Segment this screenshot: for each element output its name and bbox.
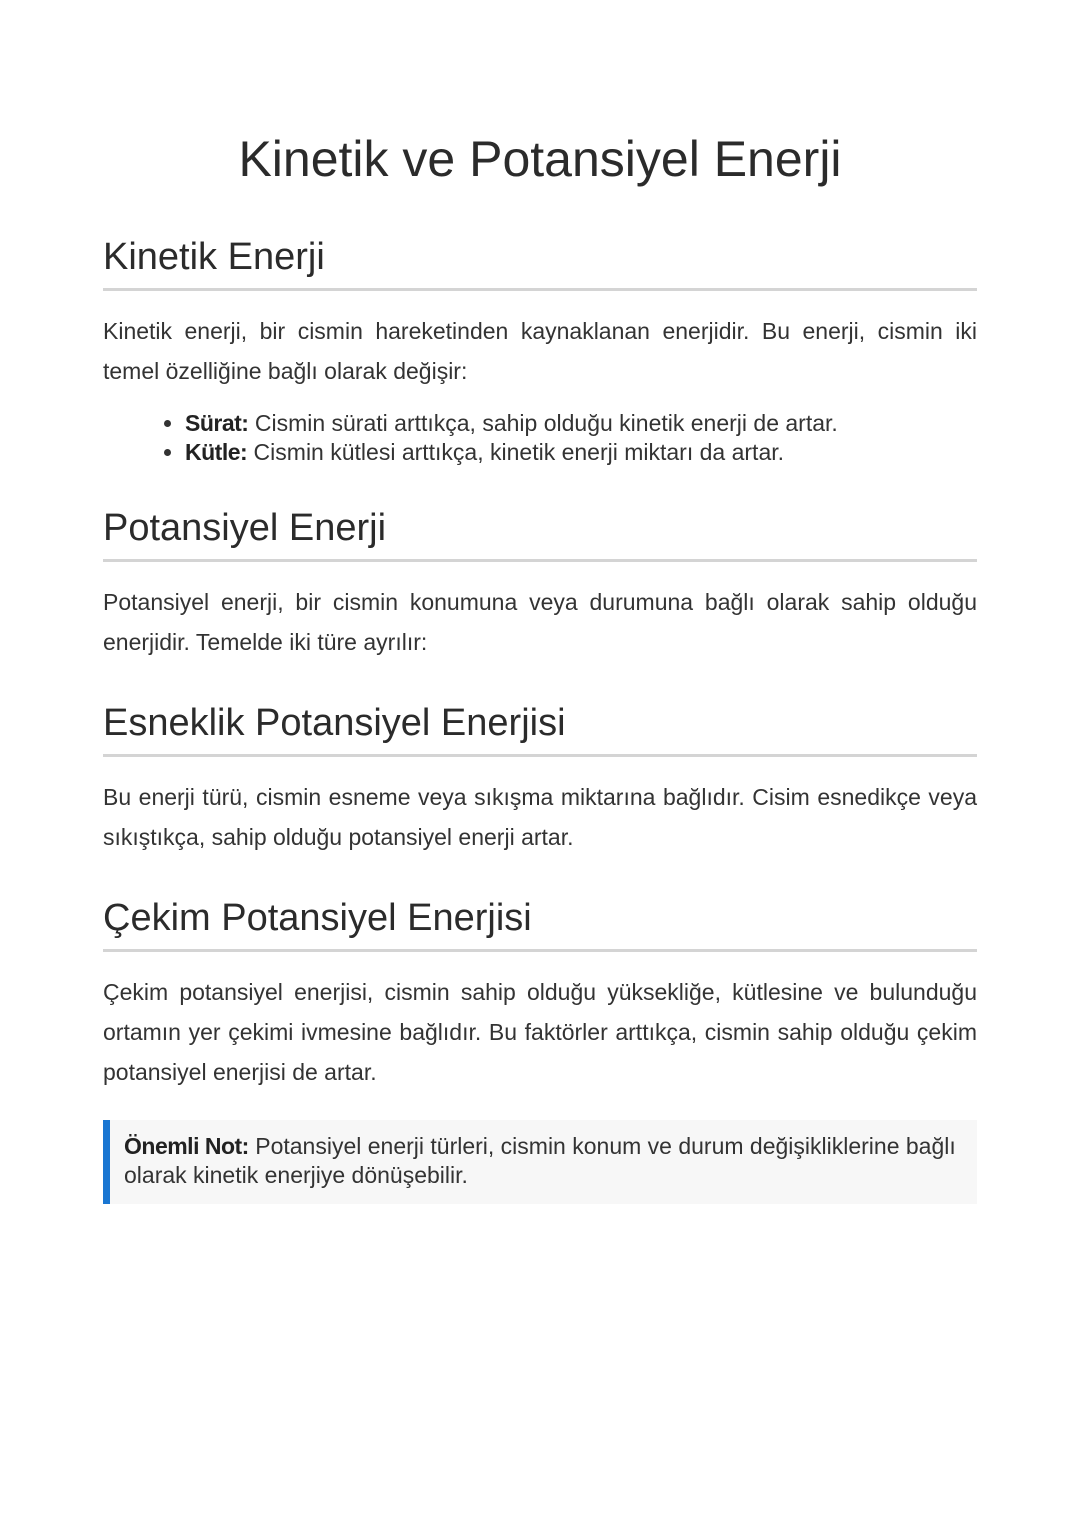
- heading-potansiyel-enerji: Potansiyel Enerji: [103, 505, 977, 562]
- kinetik-factor-list: [103, 409, 977, 467]
- list-item-text: Cismin kütlesi arttıkça, kinetik enerji miktarı da artar.: [247, 439, 785, 465]
- paragraph-cekim-potansiyel-enerjisi: Çekim potansiyel enerjisi, cismin sahip olduğu yüksekliğe, kütlesine ve bulunduğu ortamın yer çekimi ivmesine bağlıdır. Bu faktörler arttıkça, cismin sahip olduğu çekim potansiyel enerjisi de artar.: [103, 979, 977, 1085]
- paragraph-esneklik-potansiyel-enerjisi: Bu enerji türü, cismin esneme veya sıkışma miktarına bağlıdır. Cisim esnedikçe veya sıkıştıkça, sahip olduğu potansiyel enerji artar.: [103, 784, 977, 850]
- heading-kinetik-enerji: Kinetik Enerji: [103, 234, 977, 291]
- paragraph-kinetik-enerji: Kinetik enerji, bir cismin hareketinden kaynaklanan enerjidir. Bu enerji, cismin iki temel özelliğine bağlı olarak değişir:: [103, 318, 977, 384]
- note-label: Önemli Not:: [124, 1133, 249, 1159]
- list-item-surat: [185, 409, 977, 438]
- page-title: Kinetik ve Potansiyel Enerji: [238, 131, 842, 187]
- heading-cekim-potansiyel-enerjisi: Çekim Potansiyel Enerjisi: [103, 895, 977, 952]
- important-note-callout: [103, 1120, 977, 1204]
- note-text: Potansiyel enerji türleri, cismin konum ve durum değişikliklerine bağlı olarak kinetik enerjiye dönüşebilir.: [124, 1133, 956, 1188]
- list-item-label: Sürat:: [185, 410, 249, 436]
- list-item-text: Cismin sürati arttıkça, sahip olduğu kinetik enerji de artar.: [248, 410, 838, 436]
- paragraph-potansiyel-enerji: Potansiyel enerji, bir cismin konumuna veya durumuna bağlı olarak sahip olduğu enerjidir. Temelde iki türe ayrılır:: [103, 589, 977, 655]
- list-item-kutle: [185, 438, 977, 467]
- list-item-label: Kütle:: [185, 439, 248, 465]
- heading-esneklik-potansiyel-enerjisi: Esneklik Potansiyel Enerjisi: [103, 700, 977, 757]
